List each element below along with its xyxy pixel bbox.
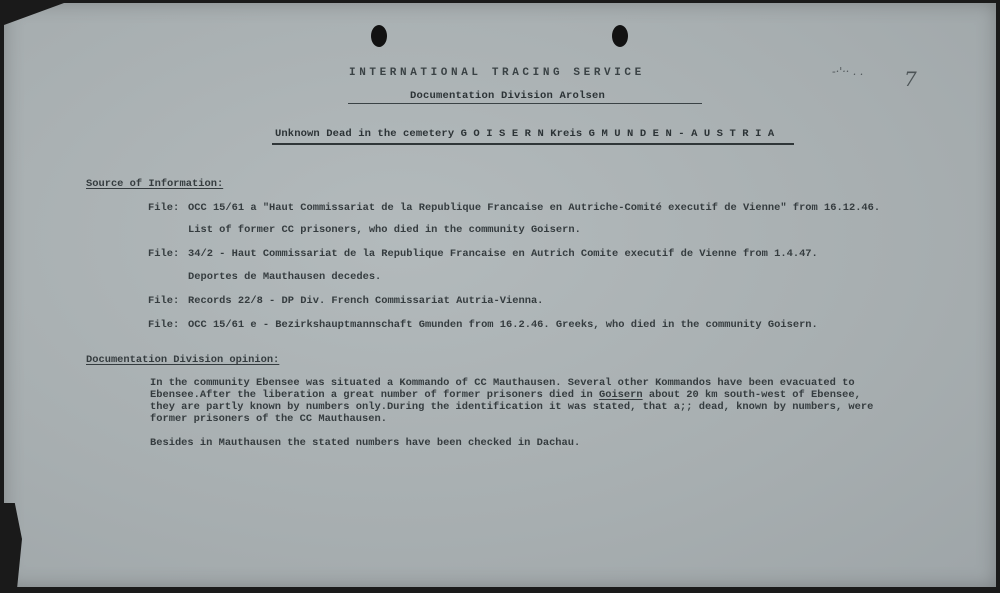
opinion-line-4: former prisoners of the CC Mauthausen. (150, 413, 387, 425)
goisern-underlined: Goisern (598, 389, 643, 401)
torn-edge (4, 503, 22, 593)
source-1-line-2: List of former CC prisoners, who died in the community Goisern. (188, 224, 581, 236)
source-heading: Source of Information: (86, 178, 224, 190)
subject-rule (272, 143, 794, 145)
torn-corner (4, 3, 64, 25)
opinion-line-2-start: Ebensee.After the liberation a great number of former prisoners died in (150, 389, 593, 401)
source-2-label: File: (148, 248, 180, 260)
opinion-line-3: they are partly known by numbers only.During the identification it was stated, that a;; dead, known by numbers, were (150, 401, 874, 413)
document-page (4, 3, 996, 587)
closing-line: Besides in Mauthausen the stated numbers have been checked in Dachau. (150, 437, 581, 449)
division-rule (348, 103, 702, 104)
source-1-line-1: OCC 15/61 a "Haut Commissariat de la Republique Francaise en Autriche-Comité executif de Vienne" from 16.12.46. (188, 202, 881, 214)
opinion-line-1: In the community Ebensee was situated a Kommando of CC Mauthausen. Several other Kommandos have been evacuated to (150, 377, 855, 389)
source-4-label: File: (148, 319, 180, 331)
source-3-line-1: Records 22/8 - DP Div. French Commissariat Autria-Vienna. (188, 295, 544, 307)
opinion-heading: Documentation Division opinion: (86, 354, 280, 366)
source-2-line-1: 34/2 - Haut Commissariat de la Republique Francaise en Autrich Comite executif de Vienne from 1.4.47. (188, 248, 818, 260)
source-3-label: File: (148, 295, 180, 307)
punch-hole-left (371, 25, 387, 47)
source-1-label: File: (148, 202, 180, 214)
division-title: Documentation Division Arolsen (410, 90, 606, 102)
org-title: INTERNATIONAL TRACING SERVICE (349, 67, 645, 79)
source-2-line-2: Deportes de Mauthausen decedes. (188, 271, 382, 283)
subject-line: Unknown Dead in the cemetery G O I S E R N Kreis G M U N D E N - A U S T R I A (275, 128, 775, 140)
punch-hole-right (612, 25, 628, 47)
opinion-line-2 (150, 389, 861, 401)
page-number: 7 (904, 67, 917, 91)
opinion-line-2-end: about 20 km south-west of Ebensee, (648, 389, 861, 401)
source-4-line-1: OCC 15/61 e - Bezirkshauptmannschaft Gmunden from 16.2.46. Greeks, who died in the community Goisern. (188, 319, 818, 331)
page-mark-dashes: -·'·· . . (832, 65, 864, 78)
